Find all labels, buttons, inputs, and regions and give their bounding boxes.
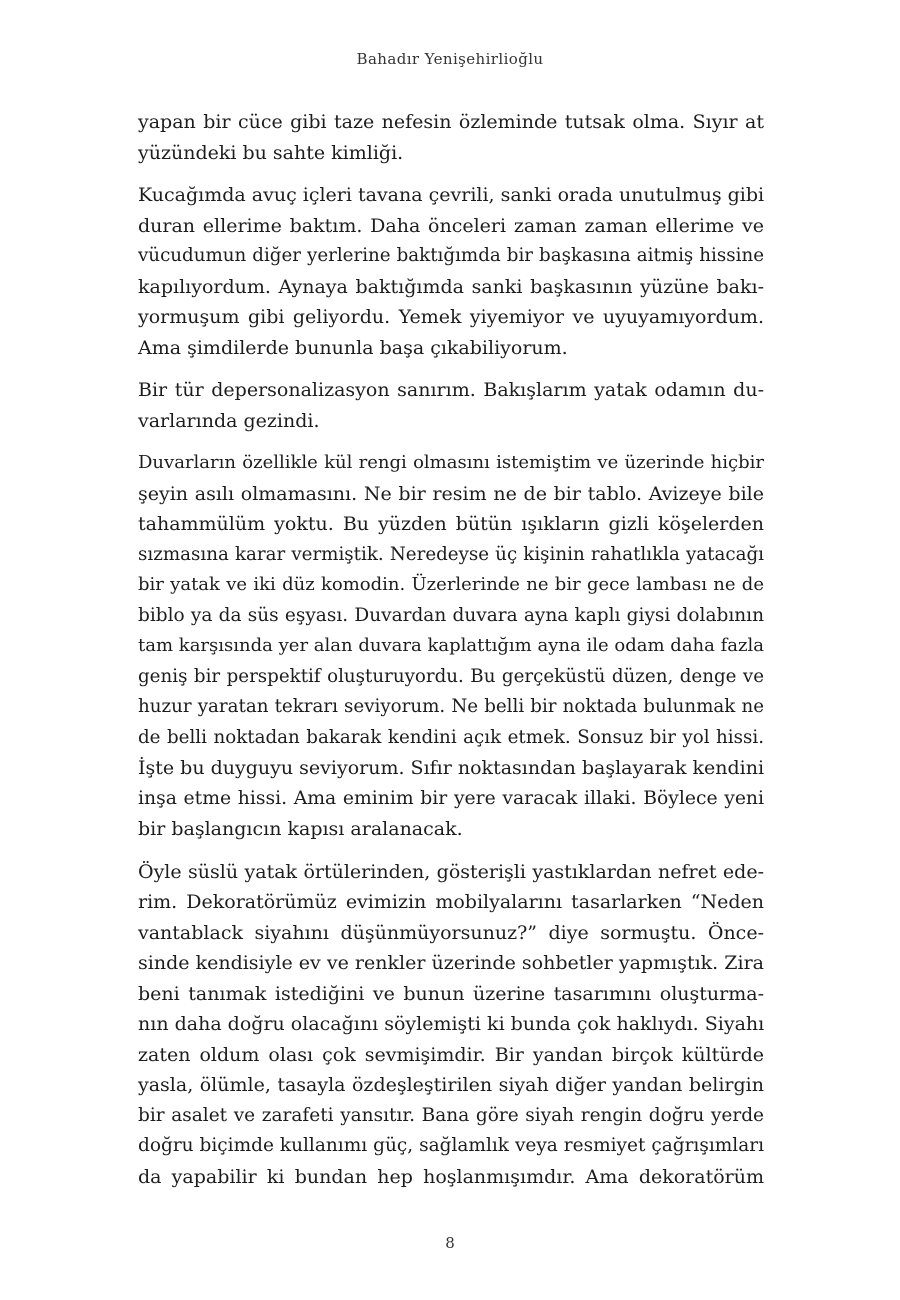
text-line: Duvarların özellikle kül rengi olmasını istemiştim ve üzerinde hiçbir — [138, 452, 764, 473]
text-line: Kucağımda avuç içleri tavana çevrili, sanki orada unutulmuş gibi — [138, 184, 765, 206]
text-line: bir başlangıcın kapısı aralanacak. — [138, 818, 463, 840]
text-line: da yapabilir ki bundan hep hoşlanmışımdır. Ama dekoratörüm — [138, 1165, 764, 1188]
text-line: huzur yaratan tekrarı seviyorum. Ne belli bir noktada bulunmak ne — [138, 696, 764, 717]
text-line: duran ellerime baktım. Daha önceleri zaman zaman ellerime ve — [138, 214, 764, 237]
text-line: Bir tür depersonalizasyon sanırım. Bakışlarım yatak odamın du- — [138, 379, 764, 401]
text-line: rim. Dekoratörümüz evimizin mobilyalarını tasarlarken “Neden — [138, 891, 764, 913]
text-line: nın daha doğru olacağını söylemişti ki bunda çok haklıydı. Siyahı — [138, 1013, 765, 1035]
paragraph-2 — [138, 180, 764, 363]
text-line: beni tanımak istediğini ve bunun üzerine tasarımını oluşturma- — [138, 982, 764, 1005]
body-text — [138, 107, 764, 1204]
text-line: Ama şimdilerde bununla başa çıkabiliyorum. — [138, 336, 568, 359]
text-line: geniş bir perspektif oluşturuyordu. Bu gerçeküstü düzen, denge ve — [138, 665, 764, 687]
text-line: zaten oldum olası çok sevmişimdir. Bir yandan birçok kültürde — [138, 1043, 764, 1066]
text-line: Öyle süslü yatak örtülerinden, gösterişli yastıklardan nefret ede- — [138, 860, 764, 883]
text-line: yüzündeki bu sahte kimliği. — [138, 141, 404, 164]
paragraph-3 — [138, 375, 764, 436]
text-line: tam karşısında yer alan duvara kaplattığım ayna ile odam daha fazla — [138, 635, 764, 656]
text-line: sinde kendisiyle ev ve renkler üzerinde sohbetler yapmıştık. Zira — [138, 952, 764, 974]
text-line: biblo ya da süs eşyası. Duvardan duvara ayna kaplı giysi dolabının — [138, 604, 764, 626]
running-header-author: Bahadır Yenişehirlioğlu — [356, 50, 544, 68]
text-line: varlarında gezindi. — [138, 409, 320, 432]
text-line: sızmasına karar vermiştik. Neredeyse üç kişinin rahatlıkla yatacağı — [138, 543, 764, 565]
text-line: yormuşum gibi geliyordu. Yemek yiyemiyor ve uyuyamıyordum. — [138, 306, 764, 328]
text-line: tahammülüm yoktu. Bu yüzden bütün ışıkların gizli köşelerden — [138, 513, 764, 535]
text-line: bir yatak ve iki düz komodin. Üzerlerinde ne bir gece lambası ne de — [138, 574, 764, 595]
text-line: doğru biçimde kullanımı güç, sağlamlık veya resmiyet çağrışımları — [138, 1135, 764, 1156]
text-line: İşte bu duyguyu seviyorum. Sıfır noktasından başlayarak kendini — [138, 757, 765, 779]
text-line: yasla, ölümle, tasayla özdeşleştirilen siyah diğer yandan belirgin — [138, 1074, 764, 1096]
paragraph-4 — [138, 448, 764, 845]
text-line: kapılıyordum. Aynaya baktığımda sanki başkasının yüzüne bakı- — [138, 275, 764, 298]
text-line: inşa etme hissi. Ama eminim bir yere varacak illaki. Böylece yeni — [138, 787, 764, 809]
text-line: de belli noktadan bakarak kendini açık etmek. Sonsuz bir yol hissi. — [138, 726, 764, 748]
text-line: şeyin asılı olmamasını. Ne bir resim ne de bir tablo. Avizeye bile — [138, 482, 764, 505]
text-line: bir asalet ve zarafeti yansıtır. Bana göre siyah rengin doğru yerde — [138, 1104, 764, 1126]
text-line: yapan bir cüce gibi taze nefesin özleminde tutsak olma. Sıyır at — [138, 111, 764, 133]
text-line: vantablack siyahını düşünmüyorsunuz?” diye sormuştu. Önce- — [138, 921, 764, 944]
text-line: vücudumun diğer yerlerine baktığımda bir başkasına aitmiş hissine — [138, 245, 764, 266]
paragraph-1 — [138, 107, 764, 168]
paragraph-5 — [138, 857, 764, 1193]
page-number: 8 — [445, 1234, 455, 1252]
